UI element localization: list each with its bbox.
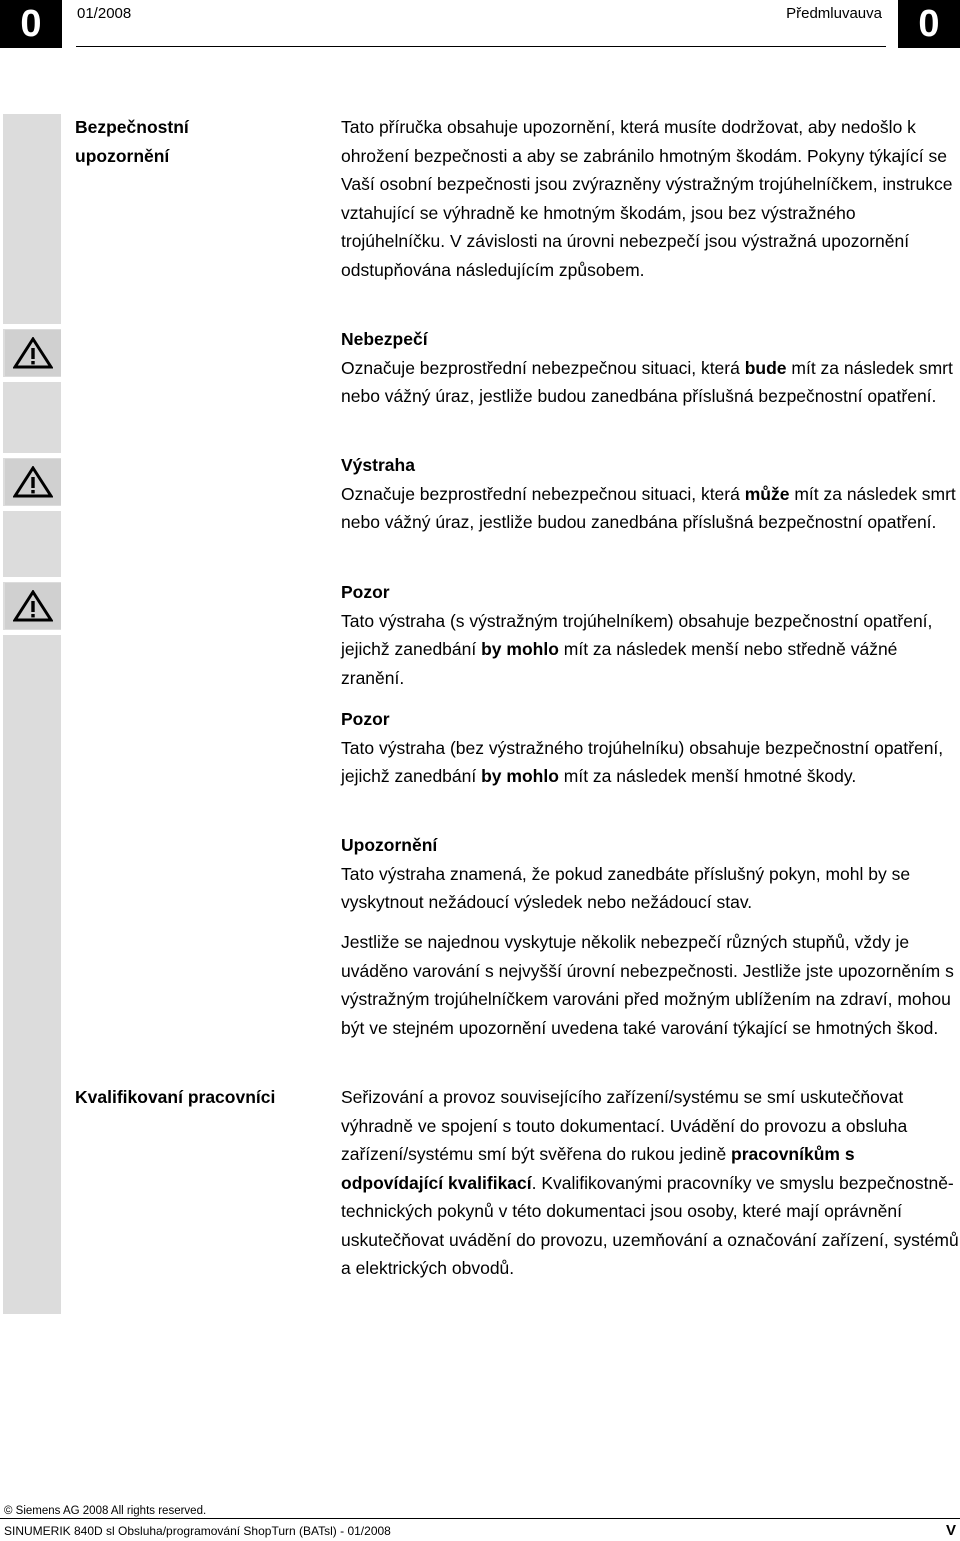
caution-plain-emphasis: by mohlo [481,766,559,786]
header-title: Předmluvauva [786,5,882,22]
chapter-number-right: 0 [898,0,960,48]
safety-heading-line1: Bezpečnostní [75,117,189,137]
safety-heading [75,113,189,170]
warning-text-after: mít za následek smrt nebo vážný úraz, jestliže budou zanedbána příslušná bezpečnostní opatření. [341,483,956,532]
icon-separator [3,377,61,382]
caution-triangle-text-before: Tato výstraha (s výstražným trojúhelníkem) obsahuje bezpečnostní opatření, jejichž zanedbání [341,610,933,659]
margin-column [3,114,61,1314]
danger-text-after: mít za následek smrt nebo vážný úraz, jestliže budou zanedbána příslušná bezpečnostní opatření. [341,357,953,406]
intro-paragraph: Tato příručka obsahuje upozornění, která musíte dodržovat, aby nedošlo k ohrožení bezpečnosti a aby se zabránilo hmotným škodám. Pokyny týkající se Vaší osobní bezpečnosti jsou zvýrazněny výstražným trojúhelníčkem, instrukce vztahující se výhradně ke hmotným škodám, jsou bez výstražného trojúhelníčku. V závislosti na úrovni nebezpečí jsou výstražná upozornění odstupňována následujícím způsobem. [341,117,953,280]
warning-triangle-icon [13,590,53,622]
caution-plain-block [341,705,959,791]
icon-separator [3,577,61,582]
warning-block [341,451,959,537]
warning-text-before: Označuje bezprostřední nebezpečnou situaci, která [341,483,745,504]
danger-text-before: Označuje bezprostřední nebezpečnou situaci, která [341,357,745,378]
caution-icon-box [5,583,61,629]
caution-triangle-text-after: mít za následek menší nebo středně vážné zranění. [341,639,898,688]
icon-separator [3,453,61,458]
notice-title: Upozornění [341,835,438,855]
notice-text: Tato výstraha znamená, že pokud zanedbáte příslušný pokyn, mohl by se vyskytnout nežádoucí výsledek nebo nežádoucí stav. [341,863,911,912]
caution-plain-text-after: mít za následek menší hmotné škody. [558,766,857,786]
header-date: 01/2008 [77,5,132,22]
warning-emphasis: může [744,483,790,504]
notice-block [341,831,959,917]
qualified-paragraph [341,1083,959,1283]
danger-block [341,325,959,411]
icon-separator [3,324,61,329]
icon-separator [3,630,61,635]
danger-icon-box [5,330,61,376]
footer-document-title: SINUMERIK 840D sl Obsluha/programování ShopTurn (BATsl) - 01/2008 [4,1524,391,1538]
footer-divider [0,1518,960,1519]
warning-triangle-icon [13,337,53,369]
danger-emphasis: bude [744,357,787,378]
multiple-hazards-paragraph: Jestliže se najednou vyskytuje několik nebezpečí různých stupňů, vždy je uváděno varování s nejvyšší úrovní nebezpečnosti. Jestliže jste upozorněním s výstražným trojúhelníčkem varováni před možným ublížením na zdraví, mohou být ve stejném upozornění uvedena také varování týkající se hmotných škod. [341,932,954,1038]
icon-separator [3,506,61,511]
danger-title: Nebezpečí [341,329,428,349]
safety-heading-line2: upozornění [75,145,170,166]
qualified-text-after: . Kvalifikovanými pracovníky ve smyslu bezpečnostně-technických pokynů v této dokumentaci jsou osoby, které mají oprávnění uskutečňovat uvádění do provozu, uzemňování a označování zařízení, systémů a elektrických obvodů. [341,1172,959,1278]
chapter-number-left: 0 [0,0,62,48]
warning-triangle-icon [13,466,53,498]
caution-triangle-block [341,578,959,692]
caution-plain-text-before: Tato výstraha (bez výstražného trojúhelníku) obsahuje bezpečnostní opatření, jejichž zanedbání [341,737,944,786]
qualified-text-before: Seřizování a provoz souvisejícího zařízení/systému se smí uskutečňovat výhradně ve spojení s touto dokumentací. Uvádění do provozu a obsluha zařízení/systému smí být svěřena do rukou jedině [341,1087,908,1164]
footer-copyright: © Siemens AG 2008 All rights reserved. [4,1505,207,1517]
header-divider [76,46,886,47]
page-number: V [945,1522,956,1539]
caution-triangle-title: Pozor [341,582,390,602]
warning-title: Výstraha [341,455,415,475]
qualified-emphasis: pracovníkům s odpovídající kvalifikací [341,1144,855,1193]
caution-triangle-emphasis: by mohlo [481,639,559,659]
caution-plain-title: Pozor [341,709,390,729]
qualified-heading: Kvalifikovaní pracovníci [75,1087,276,1107]
warning-icon-box [5,459,61,505]
